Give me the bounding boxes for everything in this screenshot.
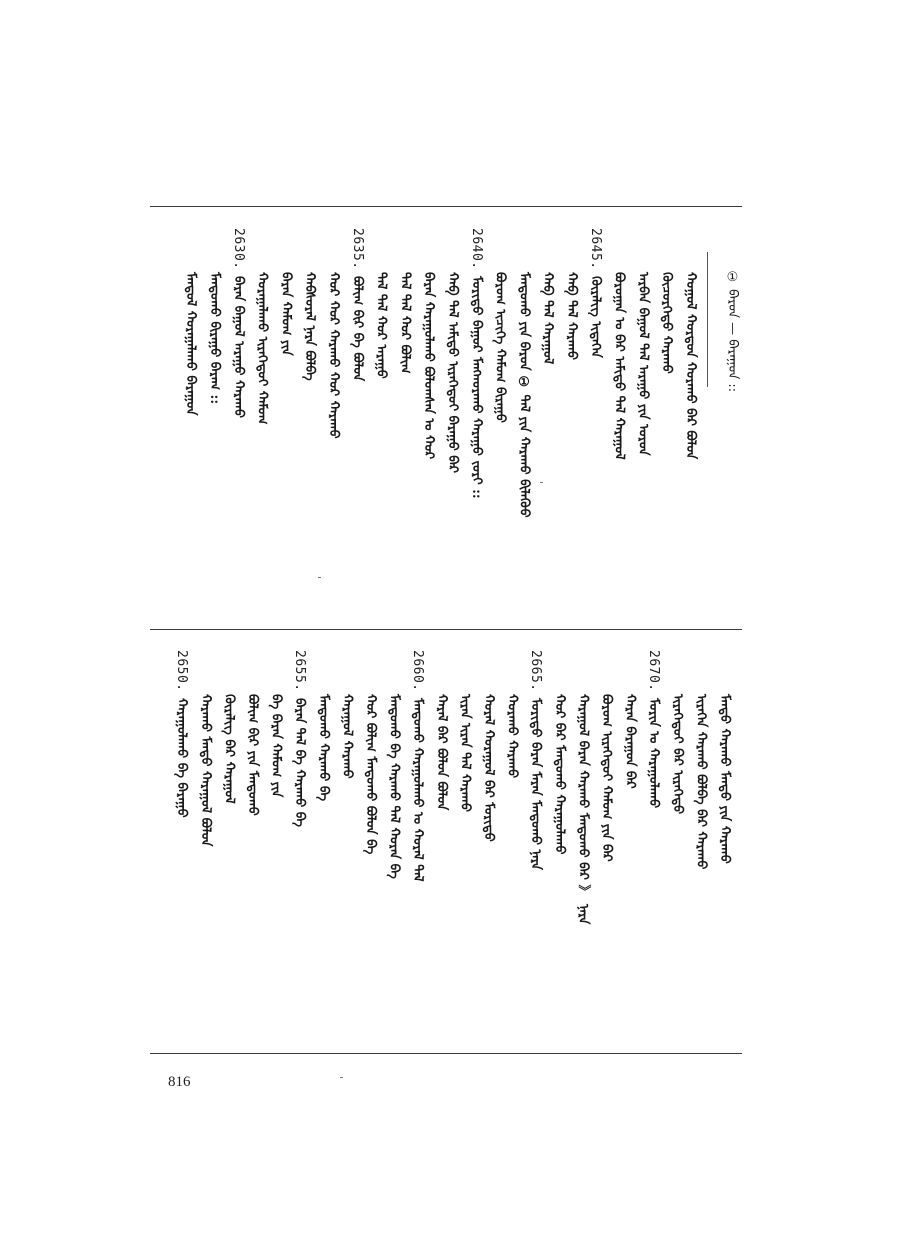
verse-text: ᠪᠣᠷᠣᠭ ᠢᠷᠡᠭᠡᠳᠦᠢ ᠬᠠᠮᠤᠭ ᠶᠢᠨ ᠪᠠᠷ bbox=[599, 694, 614, 862]
verse-text: ᠬᠠᠷᠠᠭᠤᠯᠠᠬᠤ ᠪᠠ ᠪᠠᠷᠠᠭᠤ bbox=[174, 697, 190, 818]
verse-text: ᠮᠠᠨᠳᠤᠬᠤ ᠪᠠ ᠬᠠᠷᠠᠬᠤ ᠲᠠᠯ ᠬᠤᠷᠠᠨ ᠪᠠ bbox=[386, 694, 402, 879]
verse-line bbox=[268, 650, 284, 797]
verse-text: ᠲᠠᠯ ᠲᠠᠯ ᠬᠤᠷ ᠪᠤᠯᠢᠭ bbox=[397, 272, 413, 374]
line-number: 2650. bbox=[174, 650, 190, 692]
verse-text: ᠢᠷᠡᠭᠡᠨ ᠬᠠᠷᠠᠬᠤ ᠪᠣᠯᠪᠠ ᠪᠠᠷ ᠬᠠᠷᠠᠬᠤ bbox=[693, 694, 709, 870]
verse-line bbox=[301, 228, 317, 381]
verse-text: ᠮᠠᠨᠳᠤᠬᠤ ᠬᠠᠷᠠᠬᠤ ᠪᠠ bbox=[315, 694, 331, 802]
verse-text: ᠪᠣᠷᠣᠭ ᠢᠴᠢᠭᠡ ᠬᠠᠮᠤᠭ ᠪᠢᠷᠠᠭᠤ bbox=[492, 272, 508, 423]
verse-text: ᠬᠠᠷᠠᠭᠤᠯ ᠪᠠᠷᠠᠨ ᠬᠠᠷᠠᠬᠤ ᠮᠠᠨᠳᠤᠬᠤ ᠪᠠᠷ 》 ᠨᠠᠷᠠ bbox=[575, 694, 591, 925]
verse-line bbox=[658, 228, 674, 374]
verse-line bbox=[645, 650, 661, 808]
verse-text: ᠬᠠᠪ ᠲᠠᠯ ᠬᠠᠷᠠᠬᠤ bbox=[564, 272, 579, 361]
verse-text: ᠮᠠᠨᠳᠤᠬᠤ ᠬᠠᠷᠠᠭᠤᠯᠠᠬᠤ ᠤ ᠬᠤᠷᠠᠯ ᠲᠠᠯ bbox=[410, 697, 426, 882]
verse-line bbox=[563, 228, 579, 360]
line-number: 2645. bbox=[587, 228, 603, 270]
verse-text: ᠮᠠᠨᠳᠤᠬᠤ ᠶᠢᠨ ᠪᠠᠷᠤᠨ ① ᠲᠠᠯ ᠶᠢᠨ ᠬᠠᠷᠠᠬᠤ ᠪᠢᠯᠡᠭᠦᠦ bbox=[516, 272, 532, 518]
verse-line bbox=[587, 228, 603, 357]
verse-text: ᠪᠠᠷᠠᠨ ᠬᠠᠷᠠᠭᠤᠯᠠᠬᠤ ᠪᠣᠯᠤᠭᠰᠠᠨ ᠤ ᠬᠤᠷ bbox=[421, 272, 437, 460]
verse-line bbox=[611, 228, 627, 460]
verse-line bbox=[480, 650, 496, 842]
verse-line bbox=[182, 228, 198, 415]
verse-text: ᠬᠠᠪ ᠲᠠᠯ ᠬᠠᠷᠠᠭᠤᠯ bbox=[540, 272, 556, 365]
footnote-rule bbox=[707, 252, 708, 387]
verse-line bbox=[551, 650, 567, 855]
footnote-text: ① ᠪᠠᠷᠤᠨ — ᠪᠠᠷᠠᠭᠤᠨ :: bbox=[725, 270, 740, 393]
verse-text: ᠪᠣᠷᠣᠭᠠᠨ ᠤ ᠪᠠᠷ ᠠᠮᠢᠳᠤ ᠲᠠᠯ ᠬᠠᠷᠠᠭᠤᠯ bbox=[611, 272, 627, 460]
verse-text: ᠬᠠᠷᠠᠯ ᠪᠠᠷ ᠪᠣᠯᠤᠨ ᠪᠣᠯᠤᠨ bbox=[433, 694, 449, 811]
verse-text: ᠬᠤᠷᠠᠬᠤ ᠬᠠᠷᠠᠬᠤ bbox=[504, 694, 520, 779]
verse-text: ᠪᠤᠯᠢᠭ ᠪᠢᠷ ᠪᠠ ᠪᠣᠯᠤᠨ bbox=[349, 275, 365, 381]
verse-text: ᠬᠠᠷᠠᠨ ᠪᠠᠷᠠᠭᠤᠨ ᠪᠠᠷ bbox=[622, 694, 638, 789]
verse-text: ᠮᠠᠨᠳᠤ ᠬᠠᠷᠠᠬᠤ ᠮᠠᠨᠳᠤ ᠶᠢᠨ ᠬᠠᠷᠠᠬᠤ bbox=[717, 694, 732, 864]
verse-line bbox=[527, 650, 543, 870]
verse-line bbox=[220, 650, 236, 804]
page-number: 816 bbox=[168, 1074, 191, 1090]
verse-line bbox=[492, 228, 508, 423]
verse-line bbox=[206, 228, 222, 404]
verse-line bbox=[622, 650, 638, 789]
verse-text: ᠪᠠᠷᠠᠨ ᠬᠠᠮᠤᠭ ᠶᠢᠨ bbox=[278, 272, 294, 356]
verse-line bbox=[515, 228, 531, 518]
verse-line bbox=[716, 650, 732, 864]
verse-text: ᠬᠠᠪ ᠲᠠᠯ ᠠᠮᠢᠳᠤ ᠢᠷᠡᠭᠡᠳᠦᠢ ᠪᠠᠷᠠᠭᠤ ᠪᠠᠷ bbox=[445, 272, 460, 473]
verse-line bbox=[173, 650, 189, 817]
verse-line bbox=[254, 228, 270, 424]
verse-line bbox=[373, 228, 389, 379]
verse-line bbox=[197, 650, 213, 846]
verse-line bbox=[574, 650, 590, 924]
verse-text: ᠮᠣᠷᠢᠳᠤ ᠪᠠᠷᠠᠨ ᠮᠠᠷᠠᠨ ᠮᠠᠨᠳᠤᠬᠤ ᠨᠠᠷᠠ bbox=[528, 697, 544, 870]
verse-text: ᠬᠤᠷ ᠪᠤᠯᠢᠭ ᠮᠠᠨᠳᠤᠬᠤ ᠪᠣᠯᠤᠨ ᠪᠠ bbox=[363, 694, 378, 855]
verse-line bbox=[468, 228, 484, 498]
top-rule bbox=[150, 206, 742, 207]
scan-speck bbox=[318, 577, 321, 578]
verse-line bbox=[230, 228, 246, 418]
verse-line bbox=[277, 228, 293, 356]
footnote bbox=[724, 270, 740, 392]
verse-line bbox=[634, 228, 650, 456]
verse-text: ᠢᠷᠡᠭᠡᠳᠦᠢ ᠪᠠᠷ ᠢᠷᠡᠭᠡᠳᠦ bbox=[669, 694, 685, 815]
verse-line bbox=[386, 650, 402, 879]
verse-text: ᠬᠦᠷᠡᠯᠢᠭ ᠢᠳᠡᠭᠡᠨ bbox=[587, 275, 603, 358]
verse-text: ᠮᠠᠨᠳᠤᠯ ᠬᠤᠷᠠᠭᠠᠯᠠᠬᠤ ᠪᠠᠷᠠᠭᠤᠨ bbox=[183, 272, 199, 416]
scan-speck bbox=[340, 1077, 343, 1078]
verse-line bbox=[338, 650, 354, 779]
verse-line bbox=[692, 650, 708, 869]
verse-text: ᠬᠠᠷᠠᠭᠤᠯ ᠬᠠᠷᠠᠬᠤ bbox=[339, 694, 355, 779]
verse-line bbox=[456, 650, 472, 812]
verse-text: ᠠᠷᠪᠠᠨ ᠪᠠᠭᠤᠯ ᠲᠠᠯ ᠠᠷᠠᠭᠤ ᠶᠢᠨ ᠣᠷᠣᠨ bbox=[635, 272, 651, 456]
verse-text: ᠮᠠᠨᠳᠤᠬᠤ ᠪᠢᠷᠠᠭᠤ ᠪᠠᠷᠠᠭ :: bbox=[207, 272, 222, 405]
verse-line bbox=[244, 650, 260, 816]
line-number: 2640. bbox=[468, 228, 484, 270]
line-number: 2635. bbox=[349, 228, 365, 270]
verse-text: ᠬᠦᠷᠡᠯᠢᠭ ᠪᠠᠷ ᠬᠠᠷᠠᠭᠤᠯ bbox=[221, 694, 237, 804]
verse-text: ᠬᠤᠭᠤᠯ ᠬᠤᠷᠳᠤᠨ ᠬᠤᠷᠠᠬᠤ ᠪᠡᠷ ᠪᠣᠯᠤᠨ bbox=[683, 272, 698, 460]
line-number: 2630. bbox=[230, 228, 246, 270]
verse-line bbox=[598, 650, 614, 862]
verse-line bbox=[444, 228, 460, 473]
verse-line bbox=[682, 228, 698, 459]
line-number: 2660. bbox=[410, 650, 426, 692]
line-number: 2670. bbox=[646, 650, 662, 692]
bottom-rule bbox=[150, 1053, 742, 1054]
verse-line bbox=[362, 650, 378, 854]
verse-text: ᠮᠤᠷᠢᠨ ᠤ ᠬᠠᠷᠠᠭᠤᠯᠠᠬᠤ bbox=[646, 697, 662, 808]
verse-line bbox=[315, 650, 331, 801]
verse-text: ᠢᠷᠡᠨ ᠢᠷᠡᠨ ᠲᠠᠯ ᠬᠠᠷᠠᠬᠤ bbox=[457, 694, 473, 812]
verse-text: ᠮᠣᠷᠢᠳᠤ ᠪᠠᠭᠤᠷ ᠮᠠᠩᠬᠤᠷᠠᠬᠤ ᠬᠠᠷᠠᠭᠤ ᠵᠣᠷᠢ :: bbox=[468, 275, 484, 499]
verse-text: ᠬᠠᠷᠠᠬᠤ ᠮᠠᠨᠳᠤ ᠬᠠᠷᠠᠭᠤᠯ ᠪᠣᠯᠤᠨ bbox=[197, 694, 213, 847]
verse-text: ᠬᠠᠪᠰᠤᠷᠠᠯ ᠨᠠᠷᠠ ᠪᠣᠯᠪᠠ bbox=[302, 272, 318, 381]
verse-text: ᠪᠠᠷᠠᠨ ᠲᠠᠯ ᠪᠠ ᠬᠠᠷᠠᠬᠤ ᠪᠠ bbox=[292, 697, 308, 827]
verse-text: ᠪᠤᠯᠢᠭ ᠪᠢᠷ ᠶᠢᠨ ᠮᠠᠨᠳᠤᠬᠤ bbox=[245, 694, 260, 816]
verse-line bbox=[669, 650, 685, 814]
verse-text: ᠬᠣᠷ ᠬᠣᠷ ᠬᠠᠷᠠᠬᠤ ᠬᠣᠷ ᠬᠠᠷᠠᠬᠤ bbox=[326, 272, 341, 439]
verse-line bbox=[433, 650, 449, 810]
verse-text: ᠬᠤᠷ ᠪᠠᠷ ᠮᠠᠨᠳᠤᠬᠤ ᠬᠠᠷᠠᠭᠤᠯᠠᠬᠤ bbox=[551, 694, 567, 855]
verse-line bbox=[504, 650, 520, 778]
line-number: 2655. bbox=[292, 650, 308, 692]
verse-line bbox=[539, 228, 555, 364]
verse-text: ᠬᠦᠴᠦᠷᠭᠡᠳᠦ ᠬᠠᠷᠠᠬᠤ bbox=[659, 272, 675, 374]
verse-text: ᠬᠤᠷᠠᠯ ᠬᠤᠷᠠᠭᠤᠯ ᠪᠠᠷ ᠮᠣᠷᠢᠳᠤ bbox=[481, 694, 496, 842]
verse-text: ᠲᠠᠯ ᠲᠠᠯ ᠬᠤᠷ ᠠᠷᠠᠭᠤ bbox=[373, 272, 389, 379]
verse-text: ᠪᠠᠷᠠᠨ ᠪᠠᠭᠤᠯ ᠠᠷᠠᠭᠤ ᠬᠠᠷᠠᠬᠤ bbox=[230, 275, 246, 418]
middle-rule bbox=[150, 629, 742, 630]
verse-line bbox=[420, 228, 436, 459]
verse-text: ᠬᠤᠷᠠᠭᠠᠯᠠᠬᠤ ᠢᠷᠡᠭᠡᠳᠦᠢ ᠬᠠᠮᠤᠭ bbox=[254, 272, 270, 425]
verse-text: ᠪᠠ ᠪᠠᠷᠠᠨ ᠬᠠᠮᠤᠭ ᠶᠢᠨ bbox=[268, 694, 284, 798]
verse-line bbox=[409, 650, 425, 881]
line-number: 2665. bbox=[528, 650, 544, 692]
scan-speck bbox=[540, 482, 543, 483]
verse-line bbox=[349, 228, 365, 381]
verse-line bbox=[291, 650, 307, 827]
verse-line bbox=[325, 228, 341, 439]
verse-line bbox=[396, 228, 412, 374]
